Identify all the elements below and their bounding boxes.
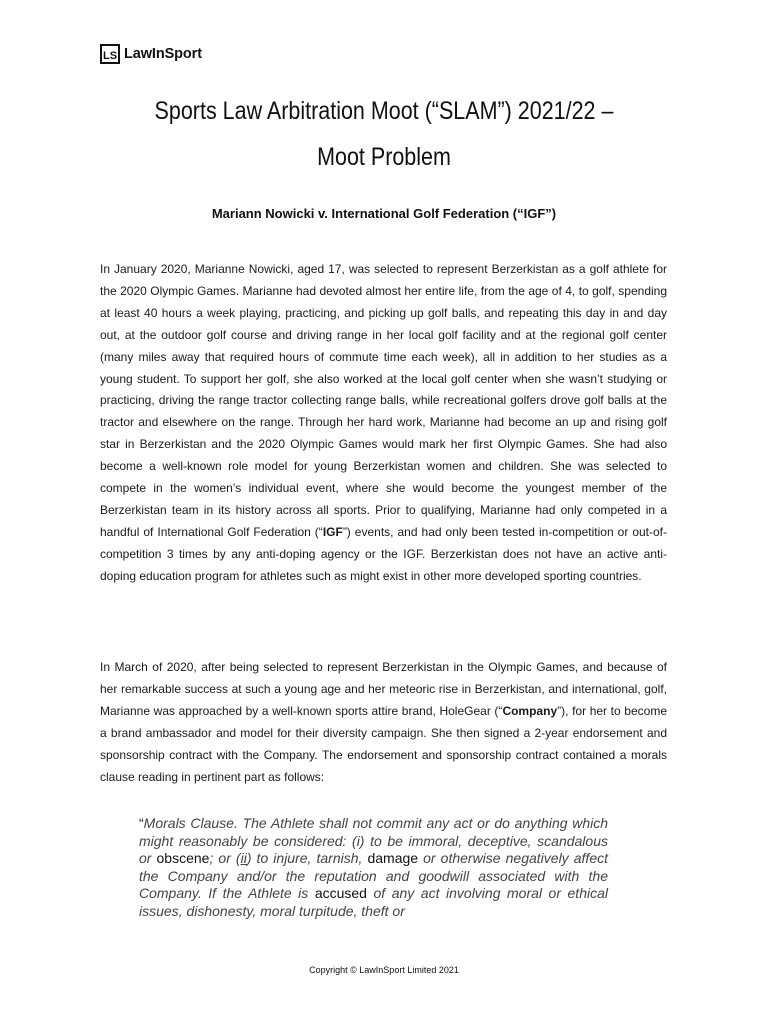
paragraph-2-bold: Company: [502, 703, 558, 718]
quote-word-obscene: obscene: [156, 850, 210, 867]
quote-word-accused: accused: [314, 885, 367, 902]
document-title: [54, 88, 714, 180]
paragraph-2-text-b: ”), for her to become a brand ambassador and model for their diversity campaign. She then signed a 2-year endorsement and sponsorship contract with the Company. The endorsement and sponsorship contract contained a morals clause reading in pertinent part as follows:: [100, 703, 667, 784]
quote-open-mark: “: [139, 815, 144, 831]
case-subtitle: Mariann Nowicki v. International Golf Federation (“IGF”): [211, 206, 557, 221]
quote-part-2: ; or (: [209, 850, 241, 867]
lawinsport-logo: [100, 44, 202, 64]
ls-logo-icon: [100, 44, 120, 64]
quote-word-damage: damage: [367, 850, 419, 867]
title-line-1: Sports Law Arbitration Moot (“SLAM”) 2021/22 –: [154, 97, 614, 125]
svg-text:LS: LS: [102, 50, 118, 62]
copyright-footer: Copyright © LawInSport Limited 2021: [309, 965, 459, 975]
quote-word-ii: ii: [240, 850, 247, 867]
quote-part-4: or otherwise negatively affect the Company and/or the reputation and goodwill associated with the Company. If the Athlete is: [139, 850, 608, 902]
brand-name: LawInSport: [124, 46, 202, 62]
paragraph-1: [100, 259, 667, 588]
paragraph-2-text-a: In March of 2020, after being selected to represent Berzerkistan in the Olympic Games, and because of her remarkable success at such a young age and her meteoric rise in Berzerkistan, and international, golf, Marianne was approached by a well-known sports attire brand, HoleGear (“: [100, 660, 667, 718]
paragraph-2: [100, 657, 667, 788]
paragraph-1-bold: IGF: [322, 524, 343, 539]
quote-part-5: of any act involving moral or ethical issues, dishonesty, moral turpitude, theft or: [139, 885, 608, 919]
paragraph-1-text-a: In January 2020, Marianne Nowicki, aged 17, was selected to represent Berzerkistan as a golf athlete for the 2020 Olympic Games. Marianne had devoted almost her entire life, from the age of 4, to golf, spending at least 40 hours a week playing, practicing, and picking up golf balls, and repeating this day in and day out, at the outdoor golf course and driving range in her local golf facility and at the regional golf center (many miles away that required hours of commute time each week), all in addition to her studies as a young student. To support her golf, she also worked at the local golf center when she wasn’t studying or practicing, driving the range tractor collecting range balls, while recreational golfers drove golf balls at the tractor and elsewhere on the range. Through her hard work, Marianne had become an up and rising golf star in Berzerkistan and the 2020 Olympic Games would mark her first Olympic Games. She had also become a well-known role model for young Berzerkistan women and children. She was selected to compete in the women’s individual event, where she would become the youngest member of the Berzerkistan team in its history across all sports. Prior to qualifying, Marianne had only competed in a handful of International Golf Federation (“: [100, 262, 667, 539]
morals-clause-quote: [139, 815, 608, 921]
title-line-2: Moot Problem: [317, 143, 451, 171]
paragraph-1-text-b: ”) events, and had only been tested in-competition or out-of-competition 3 times by any anti-doping agency or the IGF. Berzerkistan does not have an active anti-doping education program for athletes such as might exist in other more developed sporting countries.: [100, 524, 668, 583]
quote-part-3: ) to injure, tarnish,: [246, 850, 368, 867]
quote-part-1: Morals Clause. The Athlete shall not commit any act or do anything which might reasonably be considered: (i) to be immoral, deceptive, scandalous or: [139, 815, 608, 867]
